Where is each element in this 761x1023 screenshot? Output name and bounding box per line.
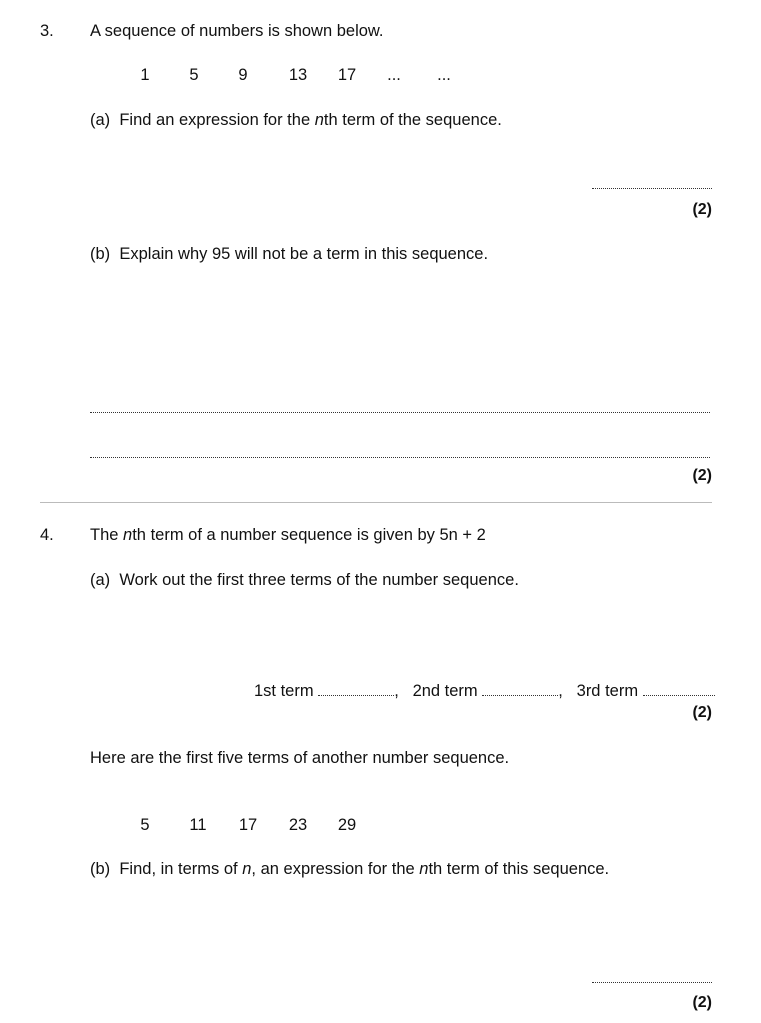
question-text: th term of the sequence.	[323, 111, 502, 129]
question-4-number: 4.	[40, 526, 54, 544]
question-text: Work out the first three terms of the number sequence.	[119, 571, 519, 589]
sequence-term: 17	[337, 66, 357, 84]
question-3a	[90, 110, 502, 130]
variable-n: n	[123, 526, 133, 544]
term-2-answer[interactable]	[482, 681, 558, 696]
sequence-term: 13	[288, 66, 308, 84]
sequence-term: 11	[189, 816, 207, 834]
terms-answer-row	[254, 681, 715, 701]
question-3-intro: A sequence of numbers is shown below.	[90, 22, 384, 40]
variable-n: n	[242, 860, 252, 878]
term-3-answer[interactable]	[643, 681, 715, 696]
question-text: th term of a number sequence is given by 5n + 2	[132, 526, 486, 544]
question-4-intro	[90, 525, 486, 545]
question-3b	[90, 244, 488, 264]
question-text: th term of this sequence.	[428, 860, 610, 878]
question-4a	[90, 570, 519, 590]
answer-line-3a[interactable]	[592, 188, 712, 189]
question-4-mid-text: Here are the first five terms of another number sequence.	[90, 749, 510, 767]
sequence-term: 5	[189, 66, 199, 84]
answer-line-3b-1[interactable]	[90, 412, 710, 413]
answer-line-3b-2[interactable]	[90, 457, 710, 458]
question-3-number: 3.	[40, 22, 54, 40]
answer-line-4b[interactable]	[592, 982, 712, 983]
term-2-label: 2nd term	[412, 682, 478, 700]
marks-3b: (2)	[692, 467, 712, 484]
variable-n: n	[419, 860, 429, 878]
sequence-term: 9	[238, 66, 248, 84]
term-1-label: 1st term	[254, 682, 314, 700]
part-label: (a)	[90, 111, 111, 129]
part-label: (b)	[90, 860, 111, 878]
part-label: (a)	[90, 571, 111, 589]
term-1-answer[interactable]	[318, 681, 394, 696]
separator: ,	[394, 682, 399, 700]
question-text: Find an expression for the	[119, 111, 315, 129]
question-text: , an expression for the	[251, 860, 420, 878]
sequence-ellipsis: ...	[387, 66, 401, 84]
question-text: The	[90, 526, 124, 544]
part-label: (b)	[90, 245, 111, 263]
marks-4a: (2)	[692, 704, 712, 721]
sequence-ellipsis: ...	[437, 66, 451, 84]
separator: ,	[558, 682, 563, 700]
question-text: Find, in terms of	[119, 860, 243, 878]
sequence-term: 1	[140, 66, 150, 84]
question-4b	[90, 859, 609, 879]
sequence-term: 23	[288, 816, 308, 834]
marks-4b: (2)	[692, 994, 712, 1011]
term-3-label: 3rd term	[576, 682, 639, 700]
variable-n: n	[314, 111, 324, 129]
sequence-term: 5	[140, 816, 150, 834]
sequence-term: 17	[238, 816, 258, 834]
sequence-term: 29	[337, 816, 357, 834]
question-text: Explain why 95 will not be a term in this sequence.	[119, 245, 489, 263]
marks-3a: (2)	[692, 201, 712, 218]
section-divider	[40, 502, 712, 503]
